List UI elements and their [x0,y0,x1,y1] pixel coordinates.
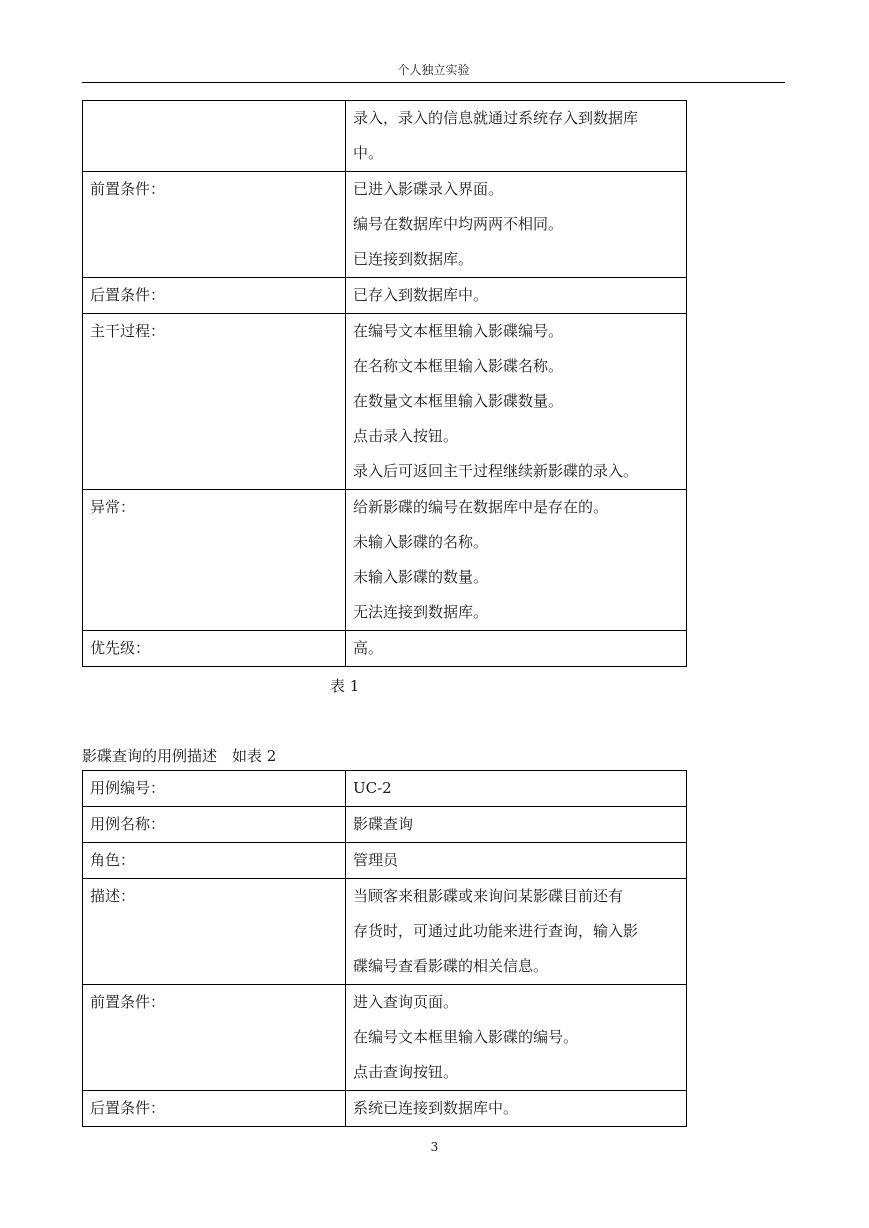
table-row [83,314,687,490]
row-label: 异常： [83,490,346,631]
table-row [83,1091,687,1127]
row-label: 主干过程： [83,314,346,490]
row-content [346,771,687,807]
row-content [346,843,687,879]
content-line: 高。 [353,639,384,657]
content-line: 已存入到数据库中。 [353,286,489,304]
content-line: 点击录入按钮。 [353,427,459,445]
page-header: 个人独立实验 [82,58,785,83]
content-line: 碟编号查看影碟的相关信息。 [353,957,549,975]
row-content [346,490,687,631]
row-content [346,1091,687,1127]
content-line: 已进入影碟录入界面。 [353,180,504,198]
table-row [83,172,687,278]
page-number: 3 [430,1140,439,1154]
content-line: 未输入影碟的数量。 [353,568,489,586]
content-line: 在数量文本框里输入影碟数量。 [353,392,564,410]
content-line: 影碟查询 [353,815,414,833]
use-case-table-1 [82,100,687,667]
table-row [83,771,687,807]
row-label: 用例名称： [83,807,346,843]
row-label [83,101,346,172]
table-row [83,101,687,172]
content-line: 无法连接到数据库。 [353,603,489,621]
content-line: 当顾客来租影碟或来询问某影碟目前还有 [353,887,624,905]
row-label: 用例编号： [83,771,346,807]
row-label: 角色： [83,843,346,879]
table-row [83,807,687,843]
use-case-table-2 [82,770,687,1127]
table-row [83,985,687,1091]
row-content [346,807,687,843]
content-line: UC-2 [353,779,392,797]
content-line: 已连接到数据库。 [353,250,474,268]
row-label: 前置条件： [83,985,346,1091]
table-row [83,631,687,667]
content-line: 在编号文本框里输入影碟的编号。 [353,1028,579,1046]
row-content [346,879,687,985]
table-row [83,490,687,631]
content-line: 在编号文本框里输入影碟编号。 [353,322,564,340]
row-label: 后置条件： [83,1091,346,1127]
row-content [346,101,687,172]
row-label: 后置条件： [83,278,346,314]
row-content [346,985,687,1091]
content-line: 存货时，可通过此功能来进行查询，输入影 [353,922,639,940]
table-row [83,879,687,985]
row-label: 优先级： [83,631,346,667]
content-line: 在名称文本框里输入影碟名称。 [353,357,564,375]
content-line: 录入后可返回主干过程继续新影碟的录入。 [353,462,639,480]
content-line: 未输入影碟的名称。 [353,533,489,551]
content-line: 进入查询页面。 [353,993,459,1011]
section-intro: 影碟查询的用例描述 如表 2 [82,747,277,765]
table-row [83,278,687,314]
content-line: 点击查询按钮。 [353,1063,459,1081]
content-line: 给新影碟的编号在数据库中是存在的。 [353,498,609,516]
row-content [346,172,687,278]
content-line: 管理员 [353,851,399,869]
table-caption: 表 1 [330,677,360,695]
row-label: 描述： [83,879,346,985]
content-line: 系统已连接到数据库中。 [353,1099,519,1117]
row-content [346,631,687,667]
content-line: 中。 [353,144,384,162]
row-content [346,278,687,314]
row-label: 前置条件： [83,172,346,278]
content-line: 录入，录入的信息就通过系统存入到数据库 [353,109,639,127]
row-content [346,314,687,490]
content-line: 编号在数据库中均两两不相同。 [353,215,564,233]
table-row [83,843,687,879]
